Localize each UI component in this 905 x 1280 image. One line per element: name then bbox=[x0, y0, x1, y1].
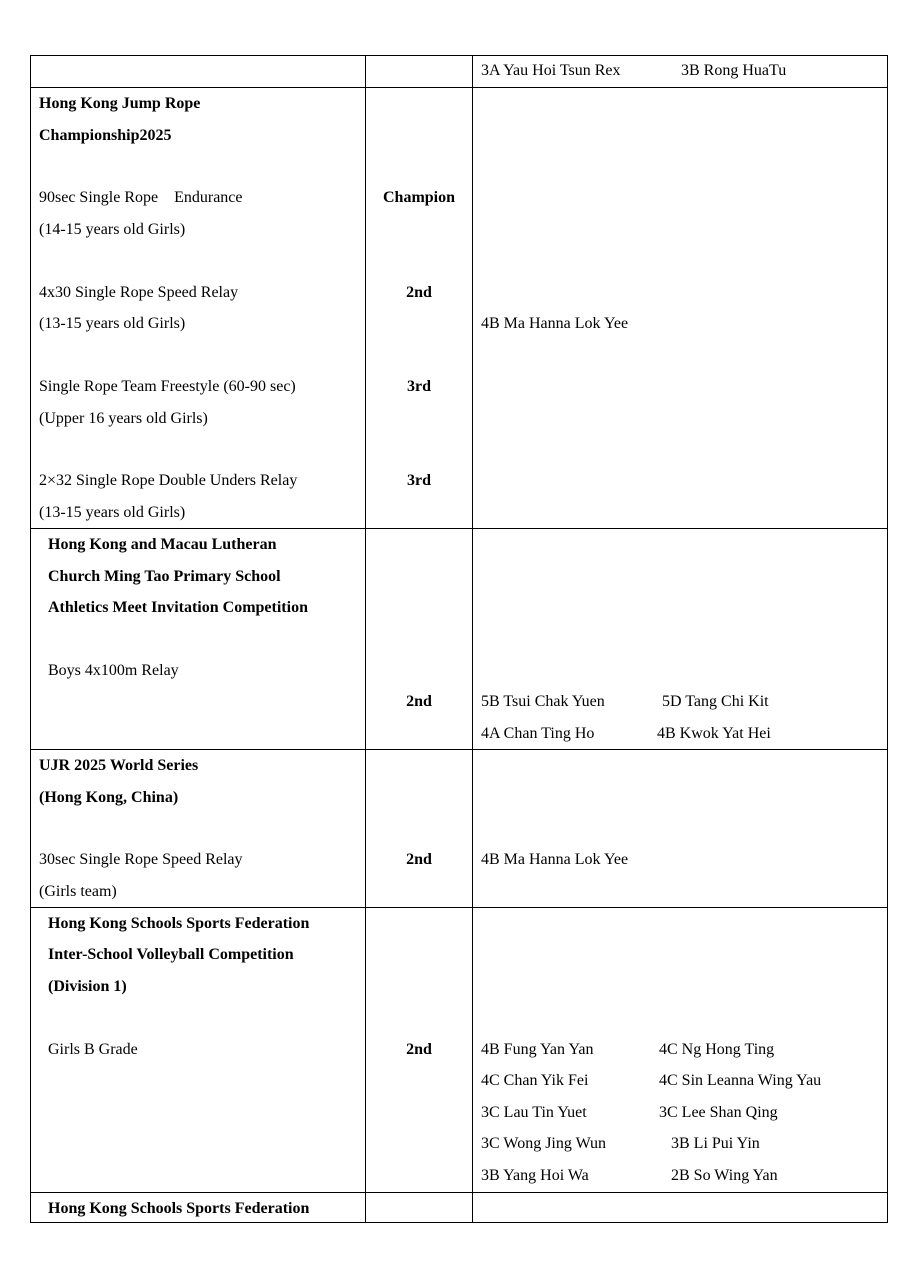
student-name: 4C Sin Leanna Wing Yau bbox=[659, 1072, 822, 1089]
table-rule bbox=[30, 55, 31, 1223]
student-name: 3B Li Pui Yin bbox=[671, 1135, 760, 1152]
event-detail: (Girls team) bbox=[39, 883, 117, 900]
student-name: 4A Chan Ting Ho bbox=[481, 725, 595, 742]
competition-title: Athletics Meet Invitation Competition bbox=[48, 599, 308, 616]
student-name: 4C Ng Hong Ting bbox=[659, 1041, 775, 1058]
table-rule bbox=[30, 87, 888, 88]
student-name: 4C Chan Yik Fei bbox=[481, 1072, 589, 1089]
award: 2nd bbox=[406, 693, 432, 710]
event-detail: (14-15 years old Girls) bbox=[39, 221, 186, 238]
table-rule bbox=[30, 528, 888, 529]
student-name: 4B Ma Hanna Lok Yee bbox=[481, 315, 629, 332]
competition-title: Inter-School Volleyball Competition bbox=[48, 946, 294, 963]
competition-title: Championship2025 bbox=[39, 127, 172, 144]
student-name: 3B Yang Hoi Wa bbox=[481, 1167, 589, 1184]
competition-title: Church Ming Tao Primary School bbox=[48, 568, 281, 585]
student-name: 5D Tang Chi Kit bbox=[662, 693, 769, 710]
event-name: Single Rope Team Freestyle (60-90 sec) bbox=[39, 378, 296, 395]
student-name: 5B Tsui Chak Yuen bbox=[481, 693, 605, 710]
table-rule bbox=[30, 907, 888, 908]
award: Champion bbox=[382, 189, 456, 206]
student-name: 3A Yau Hoi Tsun Rex bbox=[481, 62, 621, 79]
event-name: 90sec Single Rope Endurance bbox=[39, 189, 243, 206]
student-name: 2B So Wing Yan bbox=[671, 1167, 778, 1184]
event-detail: (13-15 years old Girls) bbox=[39, 504, 186, 521]
table-rule bbox=[30, 55, 888, 56]
competition-title: Hong Kong Schools Sports Federation bbox=[48, 915, 310, 932]
award: 3rd bbox=[407, 472, 431, 489]
table-rule bbox=[30, 1222, 888, 1223]
event-name: 2×32 Single Rope Double Unders Relay bbox=[39, 472, 298, 489]
student-name: 3C Wong Jing Wun bbox=[481, 1135, 607, 1152]
table-rule bbox=[30, 1192, 888, 1193]
student-name: 3C Lau Tin Yuet bbox=[481, 1104, 587, 1121]
event-name: Girls B Grade bbox=[48, 1041, 138, 1058]
competition-title: UJR 2025 World Series bbox=[39, 757, 199, 774]
event-detail: (13-15 years old Girls) bbox=[39, 315, 186, 332]
table-rule bbox=[30, 749, 888, 750]
student-name: 4B Fung Yan Yan bbox=[481, 1041, 594, 1058]
event-name: 30sec Single Rope Speed Relay bbox=[39, 851, 243, 868]
table-rule bbox=[887, 55, 888, 1223]
competition-title: Hong Kong Schools Sports Federation bbox=[48, 1200, 310, 1217]
competition-title: Hong Kong Jump Rope bbox=[39, 95, 201, 112]
award: 2nd bbox=[406, 1041, 432, 1058]
award: 2nd bbox=[406, 284, 432, 301]
event-detail: (Upper 16 years old Girls) bbox=[39, 410, 208, 427]
student-name: 3B Rong HuaTu bbox=[681, 62, 787, 79]
award: 2nd bbox=[406, 851, 432, 868]
student-name: 3C Lee Shan Qing bbox=[659, 1104, 778, 1121]
competition-title: (Hong Kong, China) bbox=[39, 789, 179, 806]
competition-title: Hong Kong and Macau Lutheran bbox=[48, 536, 277, 553]
event-name: 4x30 Single Rope Speed Relay bbox=[39, 284, 239, 301]
award: 3rd bbox=[407, 378, 431, 395]
event-name: Boys 4x100m Relay bbox=[48, 662, 179, 679]
competition-title: (Division 1) bbox=[48, 978, 127, 995]
student-name: 4B Kwok Yat Hei bbox=[657, 725, 771, 742]
student-name: 4B Ma Hanna Lok Yee bbox=[481, 851, 629, 868]
